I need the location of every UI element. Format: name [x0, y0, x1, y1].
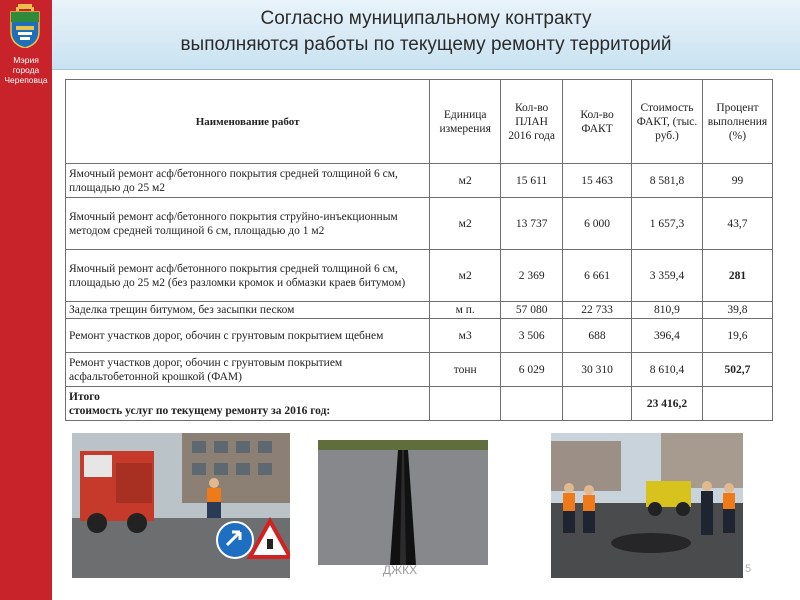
cell-fact: 688 [563, 319, 632, 353]
cell-percent: 43,7 [702, 198, 772, 250]
cell-percent: 19,6 [702, 319, 772, 353]
header-percent: Процент выполнения (%) [702, 80, 772, 164]
cell-fact: 30 310 [563, 353, 632, 387]
cell-plan: 15 611 [501, 164, 563, 198]
cell-percent: 99 [702, 164, 772, 198]
cell-unit: м2 [430, 250, 501, 302]
total-empty-cell [501, 387, 563, 421]
cell-fact: 6 661 [563, 250, 632, 302]
cell-plan: 3 506 [501, 319, 563, 353]
cell-cost: 810,9 [632, 302, 703, 319]
table-row [66, 164, 773, 198]
header-name: Наименование работ [66, 80, 430, 164]
cell-cost: 396,4 [632, 319, 703, 353]
header-fact: Кол-во ФАКТ [563, 80, 632, 164]
cell-cost: 8 581,8 [632, 164, 703, 198]
works-table [65, 79, 773, 421]
cell-name: Ямочный ремонт асф/бетонного покрытия струйно-инъекционным методом средней толщиной 6 см, площадью до 1 м2 [66, 198, 430, 250]
total-empty-cell [430, 387, 501, 421]
cell-unit: м п. [430, 302, 501, 319]
footer-department-label: ДЖКХ [382, 563, 418, 577]
header-plan: Кол-во ПЛАН 2016 года [501, 80, 563, 164]
photo-workers-paving [551, 433, 743, 578]
branding-text [0, 55, 52, 85]
cell-name: Ремонт участков дорог, обочин с грунтовым покрытием асфальтобетонной крошкой (ФАМ) [66, 353, 430, 387]
cell-fact: 22 733 [563, 302, 632, 319]
photo-crack-sealing [318, 440, 488, 565]
total-label-line2: стоимость услуг по текущему ремонту за 2016 год: [69, 404, 331, 417]
coat-of-arms-icon [8, 4, 42, 48]
table-row [66, 353, 773, 387]
slide-header [52, 0, 800, 70]
table-row [66, 319, 773, 353]
cell-name: Ремонт участков дорог, обочин с грунтовым покрытием щебнем [66, 319, 430, 353]
cell-unit: м2 [430, 164, 501, 198]
cell-percent: 502,7 [702, 353, 772, 387]
cell-plan: 2 369 [501, 250, 563, 302]
table-row [66, 302, 773, 319]
total-cost: 23 416,2 [632, 387, 703, 421]
slide-title-line2: выполняются работы по текущему ремонту территорий [180, 34, 672, 55]
cell-plan: 57 080 [501, 302, 563, 319]
cell-unit: м3 [430, 319, 501, 353]
cell-plan: 6 029 [501, 353, 563, 387]
side-stripe [0, 0, 52, 600]
cell-cost: 1 657,3 [632, 198, 703, 250]
page-number: 5 [744, 563, 752, 575]
branding-line3: Череповца [4, 75, 48, 85]
table-row [66, 250, 773, 302]
total-empty-cell [702, 387, 772, 421]
total-label [66, 387, 430, 421]
header-unit: Единица измерения [430, 80, 501, 164]
total-empty-cell [563, 387, 632, 421]
cell-name: Ямочный ремонт асф/бетонного покрытия средней толщиной 6 см, площадью до 25 м2 (без разломки кромок и обмазки краев битумом) [66, 250, 430, 302]
cell-unit: м2 [430, 198, 501, 250]
photo-road-repair-truck [72, 433, 290, 578]
cell-name: Ямочный ремонт асф/бетонного покрытия средней толщиной 6 см, площадью до 25 м2 [66, 164, 430, 198]
cell-cost: 3 359,4 [632, 250, 703, 302]
cell-name: Заделка трещин битумом, без засыпки песком [66, 302, 430, 319]
cell-fact: 6 000 [563, 198, 632, 250]
table-row [66, 198, 773, 250]
cell-fact: 15 463 [563, 164, 632, 198]
table-header-row [66, 80, 773, 164]
header-cost: Стоимость ФАКТ, (тыс. руб.) [632, 80, 703, 164]
cell-cost: 8 610,4 [632, 353, 703, 387]
total-label-line1: Итого [69, 390, 100, 403]
branding-line2: города [12, 65, 40, 75]
cell-plan: 13 737 [501, 198, 563, 250]
cell-unit: тонн [430, 353, 501, 387]
cell-percent: 281 [702, 250, 772, 302]
cell-percent: 39,8 [702, 302, 772, 319]
branding-line1: Мэрия [13, 55, 39, 65]
table-total-row [66, 387, 773, 421]
slide-title-line1: Согласно муниципальному контракту [260, 8, 592, 29]
